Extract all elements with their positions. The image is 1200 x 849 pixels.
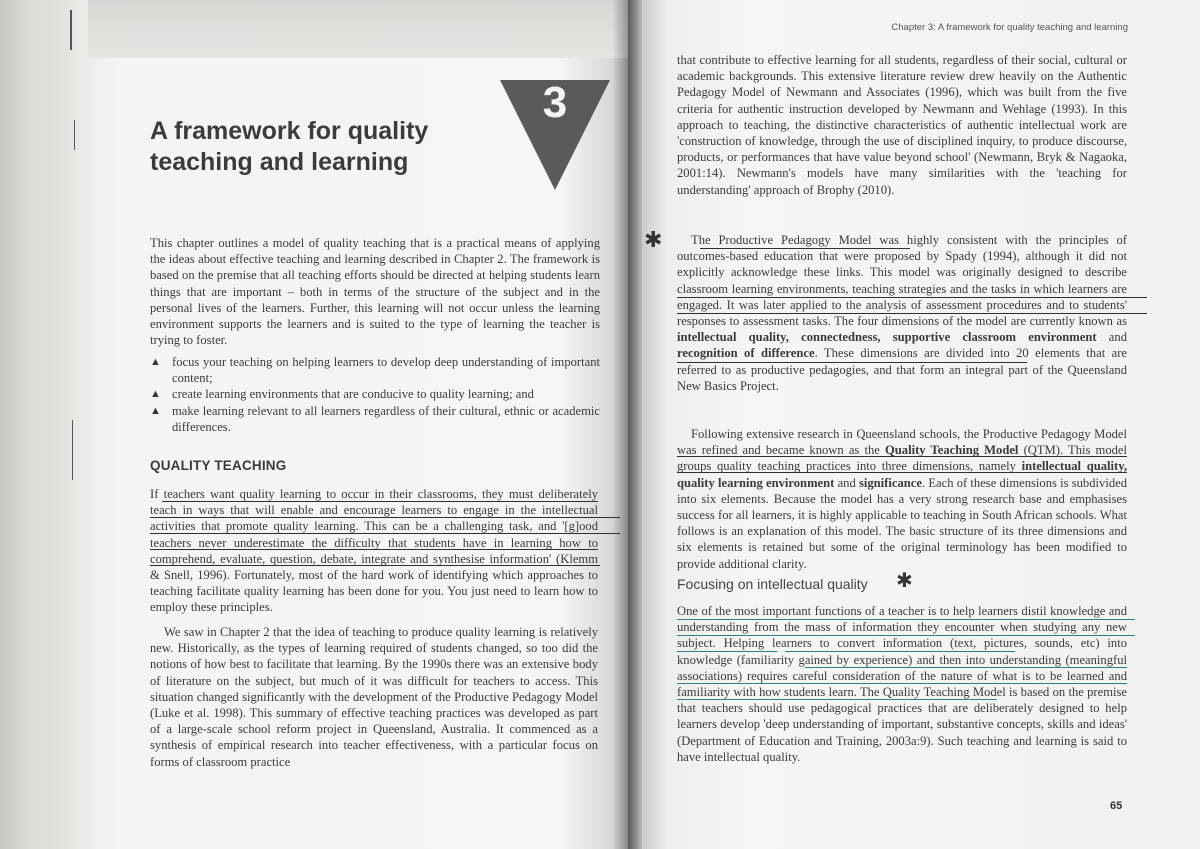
pen-underline bbox=[150, 517, 620, 518]
emphasis-term: intellectual quality, quality learning environment bbox=[677, 459, 1127, 490]
teal-pen-underline bbox=[677, 619, 1135, 620]
scan-edge-mark bbox=[70, 10, 72, 50]
teal-pen-underline bbox=[677, 635, 1135, 636]
text-run: and bbox=[1096, 330, 1127, 345]
chapter-number: 3 bbox=[542, 78, 568, 127]
text-run: and bbox=[834, 475, 859, 490]
objectives-list bbox=[150, 354, 600, 435]
right-paragraph-4: One of the most important functions of a teacher is to help learners distil knowledge and understanding from the mass of information they encounter when studying any new subject. Helping learners to convert information (text, pictures, sounds, etc) into knowledge (familiarity gained by experience) and then into understanding (meaningful associations) requires careful consideration of the nature of what is to be learned and familiarity with how students learn. The Quality Teaching Model is based on the premise that teachers should use pedagogical practices that are deliberately designed to help learners develop 'deep understanding of important, substantive concepts, skills and ideas' (Department of Education and Training, 2003a:9). Such teaching and learning is said to have intellectual quality. bbox=[677, 604, 1127, 764]
objective-item: ▲ make learning relevant to all learners regardless of their cultural, ethnic or academic differences. bbox=[150, 403, 600, 435]
text-run: The Productive Pedagogy Model was highly consistent with the principles of outcomes-based education that were proposed by Spady (1994), although it did not explicitly acknowledge these links. This model was originally designed to describe classroom learning environments, teaching strategies and the tasks in which learners are engaged. It was later applied to the analysis of assessment procedures and to students' responses to assessment tasks. The four dimensions of the model are currently known as bbox=[677, 233, 1127, 329]
objective-item: ▲ focus your teaching on helping learners to develop deep understanding of important content; bbox=[150, 354, 600, 386]
section-heading: QUALITY TEACHING bbox=[150, 458, 287, 473]
pen-underline bbox=[677, 313, 1147, 314]
emphasis-term: recognition of difference bbox=[677, 346, 815, 361]
pen-underline bbox=[677, 362, 1027, 363]
intro-paragraph: This chapter outlines a model of quality teaching that is a practical means of applying the ideas about effective teaching and learning described in Chapter 2. The framework is based on the premise that all teaching efforts should be directed at helping students learn things that are important – both in terms of the structure of the subject and in the personal lives of the learners. Further, this learning will not occur unless the learning environment supports the learners and is suited to the type of learning the teacher is trying to foster. bbox=[150, 236, 600, 348]
quality-teaching-paragraph-2: We saw in Chapter 2 that the idea of teaching to produce quality learning is relatively new. Historically, as the types of learning required of students changed, so too did the notions of how best to facilitate that learning. By the 1990s there was an extensive body of literature on the subject, but much of it was difficult for teachers to access. This situation changed significantly with the development of the Productive Pedagogy Model (Luke et al. 1998). This summary of effective teaching practices was developed as part of a large-scale school reform project in Queensland, Australia. It commenced as a synthesis of empirical research into teacher effectiveness, with a particular focus on forms of classroom practice bbox=[150, 625, 598, 769]
left-page-header-band bbox=[88, 0, 628, 58]
teal-pen-underline bbox=[785, 651, 1015, 652]
pen-underline bbox=[162, 501, 598, 502]
pen-underline bbox=[677, 472, 1127, 473]
pen-underline bbox=[150, 565, 600, 566]
emphasis-term: Quality Teaching Model bbox=[885, 443, 1019, 458]
asterisk-annotation-icon: ✱ bbox=[896, 568, 913, 592]
objective-item: ▲ create learning environments that are conducive to quality learning; and bbox=[150, 386, 600, 402]
running-head: Chapter 3: A framework for quality teaching and learning bbox=[891, 22, 1128, 33]
chapter-title: A framework for quality teaching and learning bbox=[150, 117, 429, 176]
emphasis-term: significance bbox=[858, 475, 922, 490]
scan-edge-mark bbox=[72, 420, 73, 480]
asterisk-annotation-icon: ✱ bbox=[644, 228, 663, 253]
teal-pen-underline bbox=[677, 699, 997, 700]
teal-pen-underline bbox=[677, 651, 777, 652]
text-run: (QTM). This model groups quality teaching practices into three dimensions, namely bbox=[677, 443, 1128, 474]
scan-edge-mark bbox=[74, 120, 75, 150]
text-run: . Each of these dimensions is subdivided into six elements. Because the model has a very strong research base and emphasises success for all learners, it is highly applicable to teaching in South African schools. What follows is an explanation of this model. The basic structure of its three dimensions and six elements is retained but some of the original terminology has been modified to provide additional clarity. bbox=[677, 475, 1128, 571]
pen-underline bbox=[677, 456, 1127, 457]
pen-underline bbox=[150, 533, 620, 534]
text-run: Following extensive research in Queensland schools, the Productive Pedagogy Model was refined and became known as the bbox=[677, 427, 1127, 458]
text-run: . These dimensions are divided into 20 elements that are referred to as productive pedagogies, and that form an integral part of the Queensland New Basics Project. bbox=[677, 346, 1127, 393]
book-gutter-shadow bbox=[612, 0, 642, 849]
right-paragraph-1: that contribute to effective learning for all students, regardless of their social, cultural or academic backgrounds. This extensive literature review drew heavily on the Authentic Pedagogy Model of Newmann and Associates (1996), which was built from the five criteria for authentic instruction developed by Newmann and Wehlage (1993). In this approach to teaching, the distinctive characteristics of authentic intellectual work are 'construction of knowledge, through the use of disciplined inquiry, to produce discourse, products, or performances that have value beyond school' (Newmann, Bryk & Nagaoka, 2001:14). Newmann's models have many similarities with the 'teaching for understanding' approach of Brophy (2010). bbox=[677, 53, 1127, 197]
left-page-edge bbox=[0, 0, 95, 849]
pen-underline bbox=[677, 297, 1147, 298]
emphasis-term: intellectual quality, connectedness, supportive classroom environment bbox=[677, 330, 1097, 345]
teal-pen-underline bbox=[805, 667, 1127, 668]
teal-pen-underline bbox=[677, 683, 1127, 684]
quality-teaching-paragraph-1: If teachers want quality learning to occur in their classrooms, they must deliberately teach in ways that will enable and encourage learners to engage in the intellectual activities that promote quality learning. This can be a challenging task, and '[g]ood teachers never underestimate the difficulty that students have in learning how to comprehend, evaluate, question, debate, integrate and synthesise information' (Klemm & Snell, 1996). Fortunately, most of the hard work of identifying which approaches to teaching facilitate quality learning has been done for you. You just need to learn how to employ these principles. bbox=[150, 487, 598, 615]
right-paragraph-3 bbox=[677, 426, 1127, 572]
page-number: 65 bbox=[1110, 800, 1123, 812]
subsection-heading: Focusing on intellectual quality bbox=[677, 576, 868, 592]
pen-underline bbox=[700, 248, 910, 249]
pen-underline bbox=[150, 549, 598, 550]
